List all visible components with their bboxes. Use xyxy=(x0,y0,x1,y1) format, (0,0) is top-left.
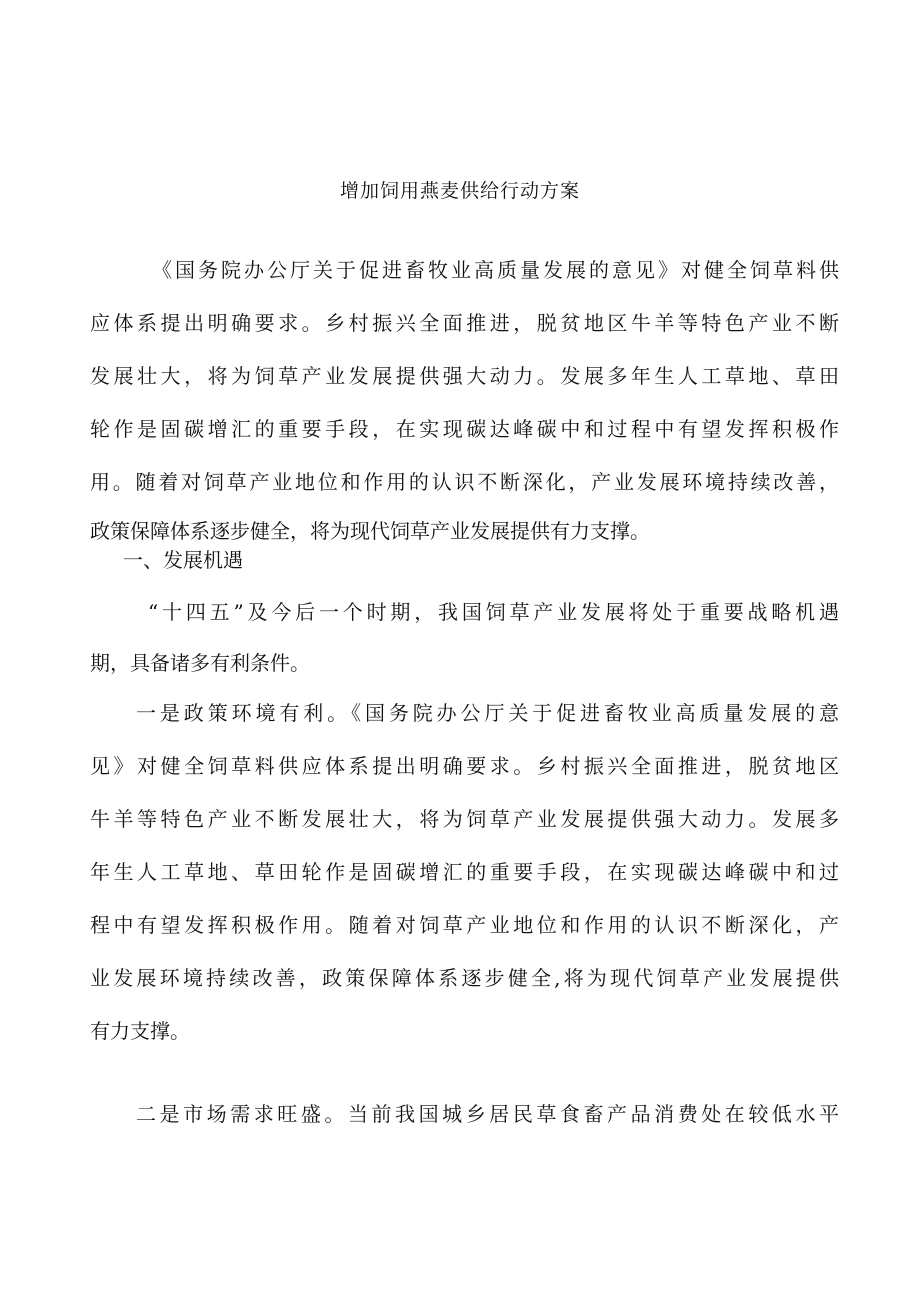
section-intro-line-2: 期，具备诸多有利条件。 xyxy=(90,651,310,675)
point1-line-7: 有力支撑。 xyxy=(90,1019,190,1043)
point1-line-5: 程中有望发挥积极作用。随着对饲草产业地位和作用的认识不断深化，产 xyxy=(90,913,839,937)
intro-line-1: 《国务院办公厅关于促进畜牧业高质量发展的意见》对健全饲草料供 xyxy=(152,258,839,282)
document-title: 增加饲用燕麦供给行动方案 xyxy=(339,180,580,202)
point1-line-4: 年生人工草地、草田轮作是固碳增汇的重要手段，在实现碳达峰碳中和过 xyxy=(90,860,839,884)
section-intro-line-1: “十四五”及今后一个时期，我国饲草产业发展将处于重要战略机遇 xyxy=(148,600,839,624)
intro-line-6: 政策保障体系逐步健全，将为现代饲草产业发展提供有力支撑。 xyxy=(90,519,650,543)
section-heading: 一、发展机遇 xyxy=(123,548,243,572)
intro-line-4: 轮作是固碳增汇的重要手段，在实现碳达峰碳中和过程中有望发挥积极作 xyxy=(90,417,839,441)
point2-line-1: 二是市场需求旺盛。当前我国城乡居民草食畜产品消费处在较低水平 xyxy=(136,1102,839,1126)
point1-line-2: 见》对健全饲草料供应体系提出明确要求。乡村振兴全面推进，脱贫地区 xyxy=(90,754,839,778)
point1-line-6: 业发展环境持续改善，政策保障体系逐步健全,将为现代饲草产业发展提供 xyxy=(90,966,839,990)
intro-line-2: 应体系提出明确要求。乡村振兴全面推进，脱贫地区牛羊等特色产业不断 xyxy=(90,311,839,335)
point1-line-1: 一是政策环境有利。《国务院办公厅关于促进畜牧业高质量发展的意 xyxy=(136,701,839,725)
point1-line-3: 牛羊等特色产业不断发展壮大，将为饲草产业发展提供强大动力。发展多 xyxy=(90,807,839,831)
intro-line-5: 用。随着对饲草产业地位和作用的认识不断深化，产业发展环境持续改善， xyxy=(90,470,839,494)
intro-line-3: 发展壮大，将为饲草产业发展提供强大动力。发展多年生人工草地、草田 xyxy=(90,364,839,388)
